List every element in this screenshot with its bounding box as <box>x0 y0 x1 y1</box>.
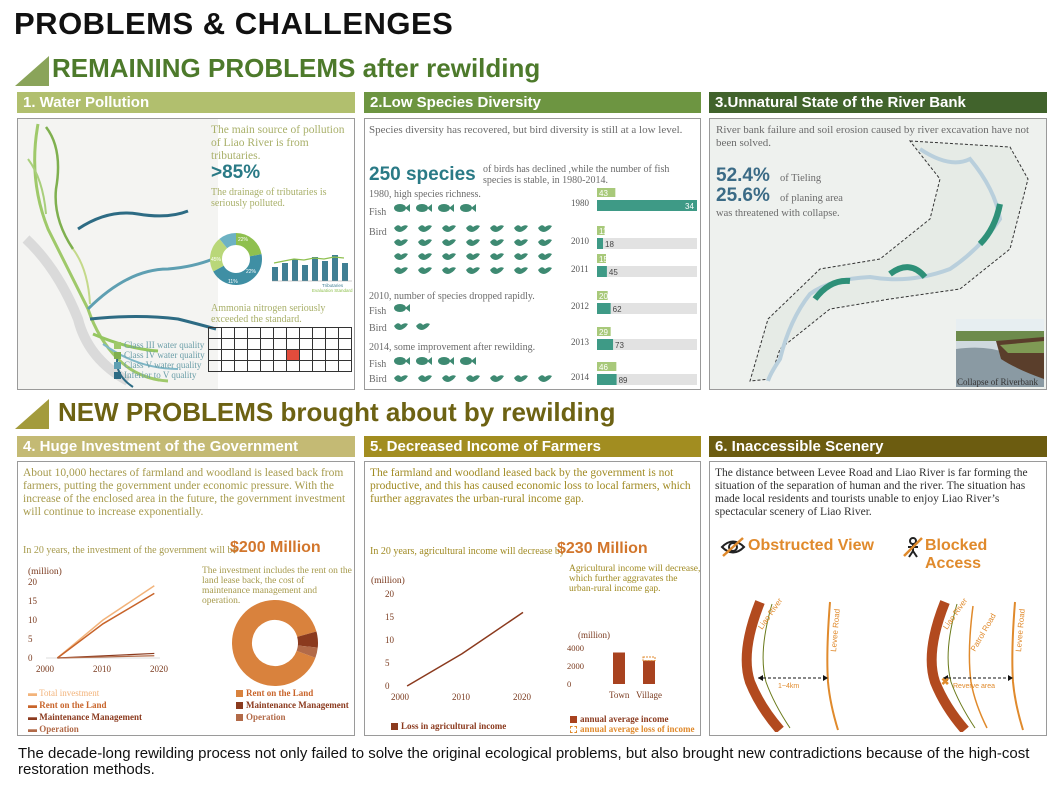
investment-donut <box>230 598 320 688</box>
tributary-bar <box>302 265 308 281</box>
section-triangle <box>15 56 49 86</box>
bird-icon <box>514 253 528 260</box>
bird-icon <box>394 239 408 246</box>
bird-icon <box>418 225 432 232</box>
year-label: 2014 <box>571 372 589 382</box>
investment-unit: (million) <box>28 567 62 577</box>
income-bar-unit: (million) <box>578 630 610 640</box>
income-loss-line <box>407 612 523 686</box>
species-bar-chart <box>561 184 701 389</box>
bird-icon <box>514 225 528 232</box>
x-tick: 2010 <box>93 664 111 674</box>
distance-diagram <box>730 592 860 732</box>
bar-tick: 0 <box>567 679 572 689</box>
bar-tick: 2000 <box>567 661 584 671</box>
remaining-heading: REMAINING PROBLEMS after rewilding <box>52 53 541 83</box>
bird-icon <box>394 253 408 260</box>
tributaries-legend: Tributaries <box>322 283 344 288</box>
bird-icon <box>416 323 430 330</box>
legend-income: annual average income <box>570 714 695 724</box>
income-amount: $230 Million <box>557 540 648 557</box>
tributary-bar <box>282 263 288 281</box>
liao-river-label: Liao River <box>756 596 785 632</box>
levee-road-label: Levee Road <box>1014 608 1027 653</box>
bird-icon <box>442 253 456 260</box>
bird-value: 18 <box>605 240 614 249</box>
income-bar-chart <box>567 640 687 710</box>
obstructed-view-label: Obstructed View <box>748 537 874 554</box>
bird-icon <box>490 375 504 382</box>
fish-value: 43 <box>599 189 608 198</box>
fish-icon <box>394 204 410 212</box>
tributary-bar <box>272 267 278 281</box>
tributary-bar <box>322 261 328 281</box>
donut-label: 22% <box>246 269 257 275</box>
bird-icon <box>466 267 480 274</box>
bird-icon <box>418 267 432 274</box>
investment-donut-legend <box>236 688 349 722</box>
income-in20: In 20 years, agricultural income will decrease by <box>370 546 565 557</box>
investment-line-chart <box>22 574 172 684</box>
reserve-diagram <box>915 592 1045 732</box>
donut-label: 22% <box>238 237 249 243</box>
section-triangle <box>15 399 49 429</box>
legend-oper: Operation <box>236 712 349 722</box>
page-title: PROBLEMS & CHALLENGES <box>14 6 454 41</box>
investment-in20: In 20 years, the investment of the government will be <box>23 545 237 556</box>
y-tick: 15 <box>385 612 394 622</box>
panel-income <box>364 461 701 736</box>
bird-bar <box>597 303 611 314</box>
year-1980-text: 1980, high species richness. <box>369 189 481 200</box>
panel2-header: 2.Low Species Diversity <box>364 92 701 113</box>
income-bar-legend <box>570 714 695 734</box>
tributary-bar <box>312 257 318 281</box>
bird-icon <box>538 267 552 274</box>
x-tick: 2020 <box>513 692 531 702</box>
bird-icon <box>538 239 552 246</box>
fish-icon <box>416 204 432 212</box>
map-legend <box>114 340 205 380</box>
income-text: The farmland and woodland leased back by the government is not productive, and this has caused economic loss to local farmers, which further aggravates the urban-rural income gap. <box>370 467 691 505</box>
bird-value: 34 <box>685 202 694 211</box>
scenery-text: The distance between Levee Road and Liao River is far forming the situation of the separation of human and the river. The situation has made local residents and tourists unable to enjoy Liao River’s spectacular scenery of Liao River. <box>715 467 1028 518</box>
x-tick: 2010 <box>452 692 470 702</box>
year-label: 2013 <box>571 337 589 347</box>
panel4-header: 4. Huge Investment of the Government <box>17 436 355 457</box>
bird-icon <box>394 267 408 274</box>
y-tick: 0 <box>28 653 33 663</box>
year-label: 2012 <box>571 301 589 311</box>
tieling-percent: 52.4% <box>716 165 770 186</box>
fish-icon <box>438 357 454 365</box>
liao-river-label: Liao River <box>941 596 970 632</box>
ammonia-table <box>208 327 352 372</box>
bird-icon <box>442 375 456 382</box>
bird-icon <box>418 239 432 246</box>
bird-value: 73 <box>615 341 624 350</box>
levee-road-label: Levee Road <box>829 608 842 653</box>
standard-legend: Evaluation Standard <box>312 288 353 293</box>
investment-text: About 10,000 hectares of farmland and woodland is leased back from farmers, putting the government under economic pressure. With the increase of the enclosed area in the future, the government investment will continue to increase exponentially. <box>23 467 346 518</box>
legend-class3: Class III water quality <box>114 340 205 350</box>
distance-label: 1~4km <box>778 683 800 690</box>
bird-icon <box>514 267 528 274</box>
riverbank-text: River bank failure and soil erosion caused by river excavation have not been solved. <box>716 124 1030 149</box>
panel-scenery <box>709 461 1047 736</box>
bird-value: 89 <box>618 376 628 385</box>
panel-investment <box>17 461 355 736</box>
species-intro: Species diversity has recovered, but bird diversity is still at a low level. <box>369 124 683 136</box>
fish-value: 15 <box>599 255 608 264</box>
bird-icon <box>538 225 552 232</box>
planning-percent: 25.6% <box>716 185 770 206</box>
income-unit: (million) <box>371 576 405 586</box>
pollution-percent: >85% <box>211 162 261 183</box>
fish-icon <box>394 357 410 365</box>
fish-icon <box>460 204 476 212</box>
eye-icon <box>720 536 746 558</box>
income-gap-text: Agricultural income will decrease, which further aggravates the urban-rural income gap. <box>569 564 701 594</box>
blocked-access-label: Blocked Access <box>925 537 988 572</box>
tributary-bar <box>332 255 338 281</box>
investment-line-legend <box>28 688 142 734</box>
bird-icon <box>442 239 456 246</box>
legend-rent: ▬ Rent on the Land <box>28 700 107 710</box>
y-tick: 10 <box>28 615 37 625</box>
bird-icon <box>442 267 456 274</box>
bar-category: Village <box>636 690 662 700</box>
bird-icon <box>466 253 480 260</box>
legend-rent: Rent on the Land <box>236 688 349 698</box>
bird-icon <box>538 375 552 382</box>
legend-class5: Class V water quality <box>114 360 205 370</box>
bird-label: Bird <box>369 323 387 334</box>
tributary-bar <box>292 259 298 281</box>
bar-category: Town <box>609 690 630 700</box>
fish-label: Fish <box>369 306 387 317</box>
panel-river-bank <box>709 118 1047 390</box>
species-count: 250 species <box>369 164 476 185</box>
bird-icon <box>418 375 432 382</box>
collapse-text: was threatened with collapse. <box>716 208 840 219</box>
investment-line <box>57 593 154 658</box>
fish-icon <box>438 204 454 212</box>
reserve-label: Reverve area <box>953 683 996 690</box>
fish-value: 29 <box>599 328 608 337</box>
bird-icon <box>466 239 480 246</box>
legend-maint: Maintenance Management <box>236 700 349 710</box>
panel-water-pollution <box>17 118 355 390</box>
y-tick: 5 <box>385 658 390 668</box>
town-bar <box>613 653 625 685</box>
x-tick: 2000 <box>391 692 409 702</box>
legend-class4: Class IV water quality <box>114 350 205 360</box>
fish-label: Fish <box>369 207 387 218</box>
patrol-road-label: Patrol Road <box>968 611 998 653</box>
legend-maint: ▬ Maintenance Management <box>28 712 142 722</box>
drainage-text: The drainage of tributaries is seriously polluted. <box>211 187 327 209</box>
year-2010-text: 2010, number of species dropped rapidly. <box>369 291 535 302</box>
legend-loss: annual average loss of income <box>570 724 695 734</box>
fish-value: 46 <box>599 363 608 372</box>
bar-tick: 4000 <box>567 643 584 653</box>
panel1-header: 1. Water Pollution <box>17 92 355 113</box>
legend-inferior: Inferior to V quality <box>114 370 205 380</box>
bird-icon <box>394 225 408 232</box>
bird-value: 62 <box>612 305 622 314</box>
photo-caption: Collapse of Riverbank <box>957 377 1038 387</box>
fish-icon <box>416 357 432 365</box>
income-line-legend: Loss in agricultural income <box>391 721 506 731</box>
bird-icon <box>394 375 408 382</box>
y-tick: 10 <box>385 635 394 645</box>
y-tick: 15 <box>28 596 37 606</box>
year-label: 1980 <box>571 198 589 208</box>
planning-text: of planing area <box>780 193 843 204</box>
fish-icon <box>394 304 410 312</box>
bird-icon <box>490 225 504 232</box>
bird-label: Bird <box>369 227 387 238</box>
donut-label: 45% <box>211 257 222 263</box>
bird-icon <box>514 375 528 382</box>
village-loss-bar <box>643 657 655 661</box>
bird-value: 45 <box>608 268 618 277</box>
fish-label: Fish <box>369 359 387 370</box>
x-tick: 2000 <box>36 664 54 674</box>
tributary-bar <box>342 263 348 281</box>
y-tick: 20 <box>385 589 394 599</box>
y-tick: 20 <box>28 577 37 587</box>
panel6-header: 6. Inaccessible Scenery <box>709 436 1047 457</box>
y-tick: 0 <box>385 681 390 691</box>
donut-label: 11% <box>228 279 238 285</box>
year-label: 2010 <box>571 236 589 246</box>
bird-bar <box>597 374 617 385</box>
bird-bar <box>597 200 697 211</box>
bird-icon <box>538 253 552 260</box>
panel5-header: 5. Decreased Income of Farmers <box>364 436 701 457</box>
bird-icon <box>514 239 528 246</box>
panel3-header: 3.Unnatural State of the River Bank <box>709 92 1047 113</box>
x-tick: 2020 <box>150 664 168 674</box>
bird-label: Bird <box>369 374 387 385</box>
investment-amount: $200 Million <box>230 539 321 556</box>
bird-bar <box>597 238 603 249</box>
fish-value: 20 <box>599 292 608 301</box>
village-bar <box>643 661 655 684</box>
bird-icon <box>394 323 408 330</box>
species-icons <box>393 201 573 387</box>
bird-icon <box>466 375 480 382</box>
legend-oper: ▬ Operation <box>28 724 79 734</box>
bottom-caption: The decade-long rewilding process not only failed to solve the original ecological problems, but also brought new contradictions because of the high-cost restoration methods. <box>18 745 1030 778</box>
new-problems-heading: NEW PROBLEMS brought about by rewilding <box>58 397 616 427</box>
svg-text:✖: ✖ <box>941 677 950 688</box>
fish-value: 11 <box>599 227 608 236</box>
fish-icon <box>460 357 476 365</box>
species-text: of birds has declined ,while the number of fish species is stable, in 1980-2014. <box>483 164 670 186</box>
legend-total: ▬ Total investment <box>28 688 100 698</box>
bird-bar <box>597 339 613 350</box>
y-tick: 5 <box>28 634 33 644</box>
pollution-donut <box>208 231 264 287</box>
income-line-chart <box>365 584 540 708</box>
ammonia-text: Ammonia nitrogen seriously exceeded the standard. <box>211 303 326 325</box>
tributary-bar-chart <box>270 241 354 293</box>
bird-icon <box>490 239 504 246</box>
panel-species-diversity <box>364 118 701 390</box>
tieling-text: of Tieling <box>780 173 822 184</box>
bird-icon <box>442 225 456 232</box>
pollution-source-text: The main source of pollution of Liao River is from tributaries. <box>211 124 345 162</box>
investment-includes: The investment includes the rent on the land lease back, the cost of maintenance management and operation. <box>202 566 352 606</box>
bird-icon <box>418 253 432 260</box>
bird-bar <box>597 266 607 277</box>
blocked-access-icon <box>902 536 924 558</box>
bird-icon <box>490 253 504 260</box>
year-label: 2011 <box>571 264 589 274</box>
bird-icon <box>466 225 480 232</box>
year-2014-text: 2014, some improvement after rewilding. <box>369 342 536 353</box>
bird-icon <box>490 267 504 274</box>
